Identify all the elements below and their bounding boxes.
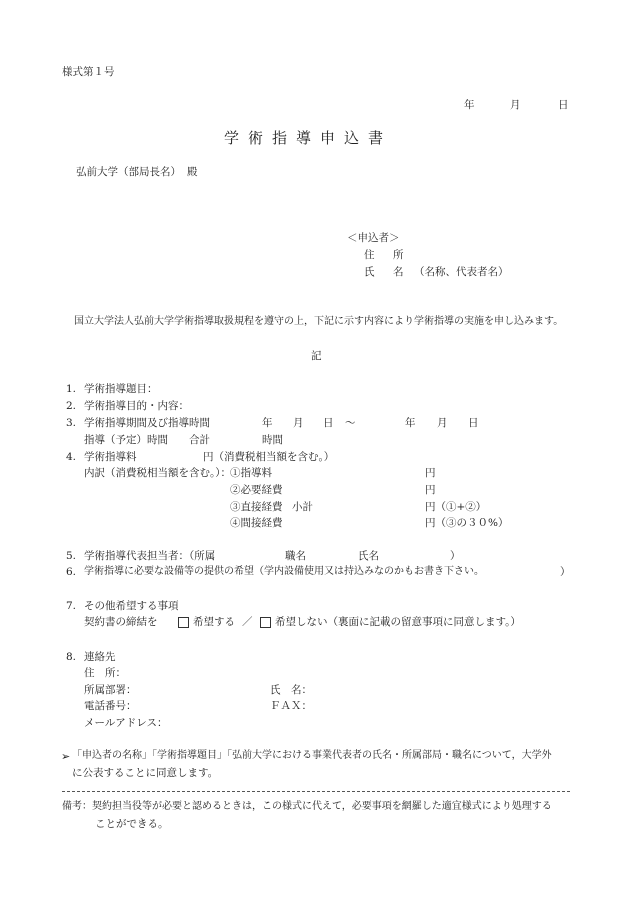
item-5-post: 職名 bbox=[285, 550, 306, 562]
applicant-address-label-1: 住 bbox=[364, 249, 375, 261]
item-3-hours: 時間 bbox=[262, 434, 283, 446]
ki-marker: 記 bbox=[311, 350, 322, 362]
item-3-label: 学術指導期間及び指導時間 bbox=[84, 417, 210, 429]
contract-no-checkbox[interactable] bbox=[260, 617, 271, 628]
item-4-yen-note: 円（消費税相当額を含む。） bbox=[203, 451, 335, 463]
item-3-year-2: 年 bbox=[405, 417, 416, 429]
consent-line-2: に公表することに同意します。 bbox=[72, 767, 219, 779]
item-6-number: 6. bbox=[66, 566, 77, 578]
item-5-number: 5. bbox=[66, 550, 77, 562]
breakdown-row-2-label: ②必要経費 bbox=[230, 484, 283, 496]
breakdown-row-3-note: 円（①+②） bbox=[425, 501, 487, 513]
breakdown-row-1-label: ①指導料 bbox=[230, 467, 272, 479]
addressee-university: 弘前大学（部局長名） bbox=[76, 166, 181, 178]
item-6-close: ） bbox=[560, 566, 571, 578]
applicant-name-label-1: 氏 bbox=[364, 266, 375, 278]
applicant-name-label-2: 名 bbox=[393, 266, 404, 278]
item-3-month-1: 月 bbox=[293, 417, 304, 429]
item-4-label: 学術指導料 bbox=[84, 451, 137, 463]
contract-no-label: 希望しない（裏面に記載の留意事項に同意します。） bbox=[275, 616, 521, 628]
arrow-bullet-icon: ➢ bbox=[61, 750, 71, 763]
breakdown-row-1-note: 円 bbox=[425, 467, 436, 479]
page-title: 学術指導申込書 bbox=[224, 129, 393, 147]
item-3-total: 合計 bbox=[189, 434, 210, 446]
item-3-tilde: ～ bbox=[345, 417, 356, 429]
addressee-honorific: 殿 bbox=[187, 166, 198, 178]
contact-phone-label: 電話番号： bbox=[84, 700, 137, 712]
item-2-number: 2. bbox=[66, 400, 77, 412]
item-5-label: 学術指導代表担当者：（所属 bbox=[84, 550, 216, 562]
breakdown-row-2-note: 円 bbox=[425, 484, 436, 496]
remarks-divider bbox=[62, 791, 570, 792]
item-7-number: 7. bbox=[66, 600, 77, 612]
item-3-year-1: 年 bbox=[262, 417, 273, 429]
remarks-line-1: 備考：契約担当役等が必要と認めるときは，この様式に代えて，必要事項を網羅した適宜様式により処理する bbox=[62, 801, 552, 812]
contact-fax-label: ＦＡＸ： bbox=[270, 700, 312, 712]
remarks-line-2: ことができる。 bbox=[95, 818, 169, 830]
item-8-number: 8. bbox=[66, 651, 77, 663]
date-month: 月 bbox=[510, 99, 521, 111]
breakdown-row-3-subtotal: 小計 bbox=[292, 501, 313, 513]
breakdown-row-3-label: ③直接経費 bbox=[230, 501, 283, 513]
contract-yes-checkbox[interactable] bbox=[178, 617, 189, 628]
breakdown-row-4-note: 円（③の３０%） bbox=[425, 517, 509, 529]
item-4-number: 4. bbox=[66, 451, 77, 463]
date-year: 年 bbox=[464, 99, 475, 111]
item-5-name: 氏名 bbox=[358, 550, 379, 562]
item-3-month-2: 月 bbox=[437, 417, 448, 429]
intro-text: 国立大学法人弘前大学学術指導取扱規程を遵守の上，下記に示す内容により学術指導の実施を申し込みます。 bbox=[74, 316, 564, 327]
item-1-number: 1. bbox=[66, 383, 77, 395]
item-7-contract-label: 契約書の締結を bbox=[84, 616, 158, 628]
consent-line-1: 「申込者の名称」「学術指導題目」「弘前大学における事業代表者の氏名・所属部局・職名について，大学外 bbox=[72, 750, 552, 761]
item-2-label: 学術指導目的・内容： bbox=[84, 400, 189, 412]
item-3-sub-label: 指導（予定）時間 bbox=[84, 434, 168, 446]
contact-email-label: メールアドレス： bbox=[84, 717, 168, 729]
item-7-label: その他希望する事項 bbox=[84, 600, 179, 612]
date-day: 日 bbox=[558, 99, 569, 111]
contract-slash: ／ bbox=[242, 616, 253, 628]
contact-dept-label: 所属部署： bbox=[84, 684, 137, 696]
item-5-close: ） bbox=[450, 550, 461, 562]
item-8-label: 連絡先 bbox=[84, 651, 116, 663]
contact-name-label: 氏 名： bbox=[270, 684, 312, 696]
contract-yes-label: 希望する bbox=[193, 616, 235, 628]
applicant-address-label-2: 所 bbox=[393, 249, 404, 261]
item-4-breakdown-label: 内訳（消費税相当額を含む。）： bbox=[84, 467, 231, 479]
item-3-number: 3. bbox=[66, 417, 77, 429]
item-3-day-1: 日 bbox=[323, 417, 334, 429]
form-number: 様式第１号 bbox=[62, 66, 115, 78]
contact-address-label: 住 所： bbox=[84, 667, 126, 679]
item-1-label: 学術指導題目： bbox=[84, 383, 158, 395]
applicant-name-note: （名称、代表者名） bbox=[414, 266, 509, 278]
item-6-label: 学術指導に必要な設備等の提供の希望（学内設備使用又は持込みなのかもお書き下さい。 bbox=[84, 566, 484, 577]
item-3-day-2: 日 bbox=[468, 417, 479, 429]
breakdown-row-4-label: ④間接経費 bbox=[230, 517, 283, 529]
applicant-heading: ＜申込者＞ bbox=[347, 232, 400, 244]
